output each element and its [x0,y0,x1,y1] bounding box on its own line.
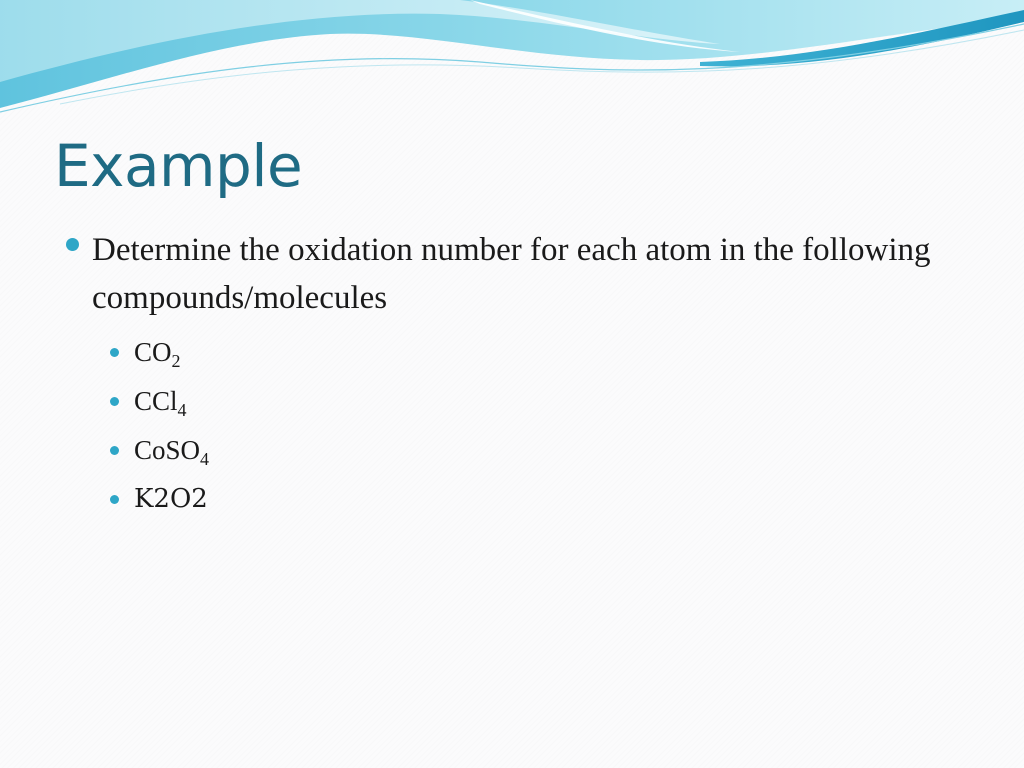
bullet-dot-icon [110,397,119,406]
compound-subscript: 4 [177,400,187,420]
compound-subscript: 2 [171,351,181,371]
bullet-dot-icon [110,495,119,504]
compound-formula: CO [134,337,172,367]
bullet-dot-icon [110,348,119,357]
bullet-dot-icon [110,446,119,455]
compound-subscript: 4 [200,449,210,469]
compound-formula: CoSO [134,435,201,465]
compound-formula: K2O2 [134,484,208,514]
bullet-main-text: Determine the oxidation number for each atom in the following compounds/molecules [92,232,931,316]
compound-item-co2 [110,334,962,370]
compound-item-coso4 [110,432,962,468]
compound-item-ccl4 [110,383,962,419]
slide-title: Example [54,132,303,200]
bullet-main [62,226,962,322]
compound-list [62,334,962,517]
bullet-dot-icon [66,238,79,251]
compound-formula: CCl [134,386,178,416]
slide-content [62,226,962,530]
compound-item-k2o2 [110,481,962,517]
wave-header-decoration [0,0,1024,120]
